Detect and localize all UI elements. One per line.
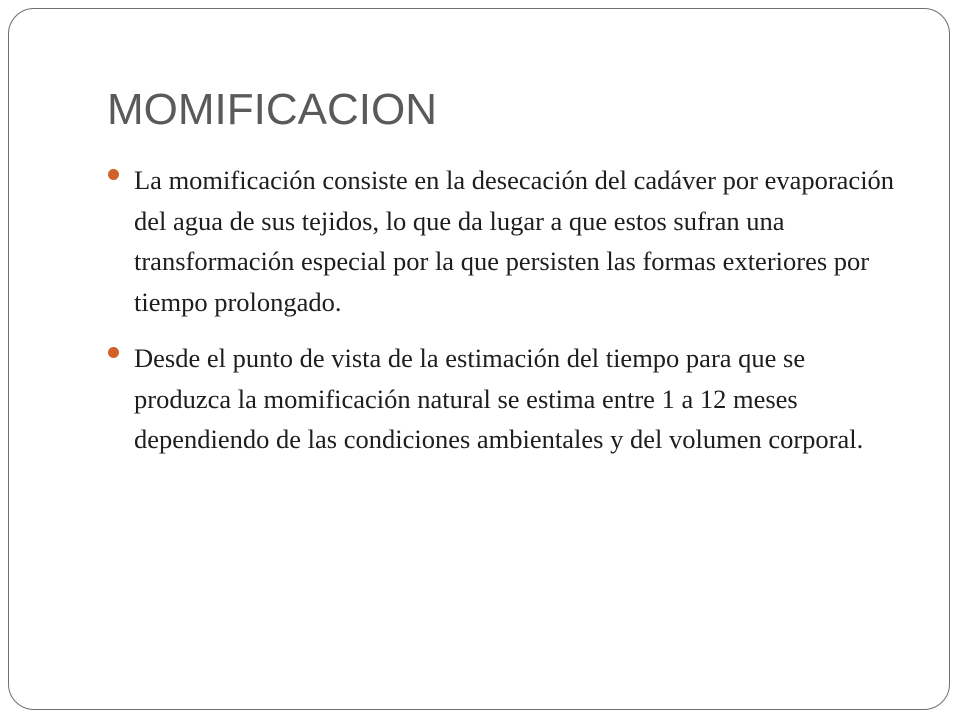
bullet-icon bbox=[108, 347, 119, 358]
bullet-list bbox=[108, 160, 908, 476]
slide-title: MOMIFICACION bbox=[107, 85, 437, 134]
list-item bbox=[108, 338, 908, 460]
bullet-text: Desde el punto de vista de la estimación del tiempo para que se produzca la momificación natural se estima entre 1 a 12 meses dependiendo de las condiciones ambientales y del volumen corporal. bbox=[134, 343, 864, 454]
list-item bbox=[108, 160, 908, 322]
bullet-icon bbox=[108, 169, 119, 180]
bullet-text: La momificación consiste en la desecación del cadáver por evaporación del agua de sus tejidos, lo que da lugar a que estos sufran una transformación especial por la que persisten las formas exteriores por tiempo prolongado. bbox=[134, 165, 895, 317]
